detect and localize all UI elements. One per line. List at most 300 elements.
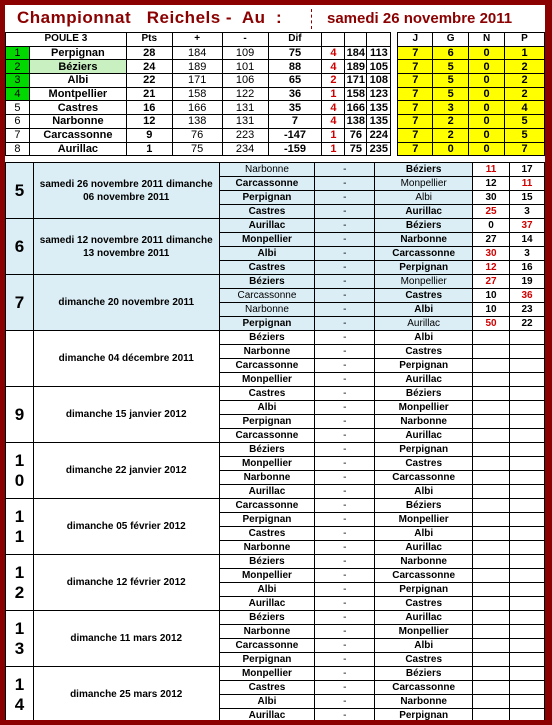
won-cell: 2: [433, 128, 469, 142]
home-team[interactable]: Albi: [219, 583, 315, 597]
lost-cell: 2: [505, 60, 545, 74]
home-team[interactable]: Narbonne: [219, 303, 315, 317]
away-team[interactable]: Monpellier: [375, 275, 473, 289]
difference-cell: -159: [268, 142, 322, 156]
home-team[interactable]: Narbonne: [219, 541, 315, 555]
home-score[interactable]: [473, 513, 510, 527]
home-score[interactable]: [473, 583, 510, 597]
home-team[interactable]: Monpellier: [219, 569, 315, 583]
away-team[interactable]: Monpellier: [375, 177, 473, 191]
home-score[interactable]: [473, 653, 510, 667]
away-team[interactable]: Carcassonne: [375, 569, 473, 583]
vs-dash: -: [315, 177, 375, 191]
home-team[interactable]: Béziers: [219, 555, 315, 569]
team-name[interactable]: Aurillac: [29, 142, 126, 156]
drawn-cell: 0: [469, 101, 505, 115]
round-number-label: 1 0: [14, 450, 25, 490]
away-team[interactable]: Narbonne: [375, 555, 473, 569]
vs-dash: -: [315, 513, 375, 527]
points-cell: 9: [126, 128, 172, 142]
away-score[interactable]: [510, 681, 545, 695]
away-score[interactable]: 14: [510, 233, 545, 247]
away-score[interactable]: [510, 429, 545, 443]
header-j: J: [398, 33, 433, 47]
home-team[interactable]: Perpignan: [219, 513, 315, 527]
standings-row: [6, 128, 545, 142]
away-team[interactable]: Béziers: [375, 499, 473, 513]
home-team[interactable]: Castres: [219, 205, 315, 219]
vs-dash: -: [315, 247, 375, 261]
away-score[interactable]: [510, 457, 545, 471]
home-score[interactable]: [473, 541, 510, 555]
points-for-total-cell: 189: [346, 60, 366, 73]
home-score[interactable]: [473, 527, 510, 541]
away-score[interactable]: [510, 331, 545, 345]
away-score[interactable]: [510, 625, 545, 639]
points-against-cell: 223: [222, 128, 268, 142]
home-score[interactable]: [473, 373, 510, 387]
drawn-cell: 0: [469, 128, 505, 142]
home-team[interactable]: Perpignan: [219, 191, 315, 205]
home-team[interactable]: Monpellier: [219, 233, 315, 247]
home-team[interactable]: Perpignan: [219, 317, 315, 331]
home-team[interactable]: Perpignan: [219, 653, 315, 667]
vs-dash: -: [315, 681, 375, 695]
home-team[interactable]: Béziers: [219, 611, 315, 625]
away-team[interactable]: Béziers: [375, 163, 473, 177]
fixtures-table: [5, 162, 545, 720]
round-number-label: 1 4: [14, 674, 25, 714]
home-team[interactable]: Monpellier: [219, 667, 315, 681]
away-score[interactable]: 3: [510, 247, 545, 261]
points-against-cell: 106: [222, 74, 268, 88]
vs-dash: -: [315, 709, 375, 721]
home-score[interactable]: 10: [473, 289, 510, 303]
away-team[interactable]: Castres: [375, 653, 473, 667]
away-score[interactable]: [510, 583, 545, 597]
fixture-row: [6, 443, 545, 457]
home-score[interactable]: [473, 345, 510, 359]
drawn-cell: 0: [469, 142, 505, 156]
away-score[interactable]: 15: [510, 191, 545, 205]
difference-cell: 7: [268, 115, 322, 129]
away-team[interactable]: Monpellier: [375, 513, 473, 527]
away-score[interactable]: [510, 541, 545, 555]
vs-dash: -: [315, 443, 375, 457]
home-team[interactable]: Monpellier: [219, 373, 315, 387]
home-score[interactable]: 30: [473, 247, 510, 261]
away-team[interactable]: Albi: [375, 303, 473, 317]
away-score[interactable]: [510, 667, 545, 681]
away-team[interactable]: Albi: [375, 527, 473, 541]
vs-dash: -: [315, 555, 375, 569]
round-number: [6, 555, 34, 611]
home-team[interactable]: Castres: [219, 261, 315, 275]
vs-dash: -: [315, 191, 375, 205]
points-against-cell: 101: [222, 60, 268, 74]
home-team[interactable]: Albi: [219, 401, 315, 415]
points-for-cell: 158: [172, 87, 222, 101]
away-team[interactable]: Carcassonne: [375, 681, 473, 695]
home-team[interactable]: Aurillac: [219, 597, 315, 611]
away-team[interactable]: Carcassonne: [375, 247, 473, 261]
home-team[interactable]: Narbonne: [219, 471, 315, 485]
points-against-cell: 234: [222, 142, 268, 156]
home-score[interactable]: [473, 681, 510, 695]
difference-cell: 65: [268, 74, 322, 88]
home-score[interactable]: [473, 667, 510, 681]
away-score[interactable]: [510, 373, 545, 387]
lost-cell: 2: [505, 74, 545, 88]
away-score[interactable]: [510, 387, 545, 401]
rank-cell: 1: [6, 46, 30, 60]
home-score[interactable]: [473, 569, 510, 583]
away-score[interactable]: [510, 611, 545, 625]
away-score[interactable]: 16: [510, 261, 545, 275]
home-score[interactable]: 10: [473, 303, 510, 317]
away-team[interactable]: Aurillac: [375, 205, 473, 219]
away-score[interactable]: 19: [510, 275, 545, 289]
home-team[interactable]: Albi: [219, 247, 315, 261]
home-score[interactable]: [473, 709, 510, 721]
fixture-row: [6, 219, 545, 233]
points-for-cell: 171: [172, 74, 222, 88]
header-dif: Dif: [268, 33, 322, 47]
home-team[interactable]: Narbonne: [219, 625, 315, 639]
vs-dash: -: [315, 289, 375, 303]
home-team[interactable]: Castres: [219, 681, 315, 695]
vs-dash: -: [315, 401, 375, 415]
team-name[interactable]: Narbonne: [29, 115, 126, 129]
home-score[interactable]: 50: [473, 317, 510, 331]
gap-cell: [391, 46, 398, 60]
bonus-cell: 1: [322, 128, 345, 142]
vs-dash: -: [315, 345, 375, 359]
away-score[interactable]: [510, 471, 545, 485]
home-score[interactable]: 12: [473, 177, 510, 191]
points-against-cell: 131: [222, 115, 268, 129]
vs-dash: -: [315, 471, 375, 485]
home-team[interactable]: Béziers: [219, 331, 315, 345]
team-name[interactable]: Perpignan: [29, 46, 126, 60]
away-score[interactable]: 22: [510, 317, 545, 331]
away-team[interactable]: Perpignan: [375, 261, 473, 275]
home-score[interactable]: 0: [473, 219, 510, 233]
played-cell: 7: [398, 87, 433, 101]
home-team[interactable]: Carcassonne: [219, 177, 315, 191]
round-number: [6, 611, 34, 667]
points-for-cell: 189: [172, 60, 222, 74]
won-cell: 2: [433, 115, 469, 129]
home-team[interactable]: Castres: [219, 527, 315, 541]
round-dates: dimanche 22 janvier 2012: [33, 443, 219, 499]
played-cell: 7: [398, 142, 433, 156]
lost-cell: 4: [505, 101, 545, 115]
home-team[interactable]: Carcassonne: [219, 429, 315, 443]
vs-dash: -: [315, 695, 375, 709]
home-score[interactable]: [473, 695, 510, 709]
vs-dash: -: [315, 359, 375, 373]
away-team[interactable]: Castres: [375, 345, 473, 359]
team-name[interactable]: Béziers: [29, 60, 126, 74]
round-dates: samedi 12 novembre 2011 dimanche 13 novembre 2011: [33, 219, 219, 275]
home-score[interactable]: [473, 597, 510, 611]
lost-cell: 1: [505, 46, 545, 60]
standings-row: [6, 87, 545, 101]
home-team[interactable]: Carcassonne: [219, 289, 315, 303]
fixture-row: [6, 499, 545, 513]
away-team[interactable]: Perpignan: [375, 709, 473, 721]
team-name[interactable]: Albi: [29, 74, 126, 88]
round-dates: dimanche 11 mars 2012: [33, 611, 219, 667]
home-score[interactable]: 27: [473, 233, 510, 247]
drawn-cell: 0: [469, 87, 505, 101]
home-score[interactable]: [473, 429, 510, 443]
home-team[interactable]: Albi: [219, 695, 315, 709]
header-pts: Pts: [126, 33, 172, 47]
away-team[interactable]: Aurillac: [375, 373, 473, 387]
header-g: G: [433, 33, 469, 47]
home-score[interactable]: [473, 359, 510, 373]
sheet-frame: [5, 5, 545, 720]
away-team[interactable]: Aurillac: [375, 317, 473, 331]
home-score[interactable]: 27: [473, 275, 510, 289]
home-score[interactable]: [473, 387, 510, 401]
round-number-label: 1 2: [14, 562, 25, 602]
away-score[interactable]: [510, 443, 545, 457]
championship-title: Championnat Reichels - Au :: [17, 8, 283, 27]
away-score[interactable]: [510, 639, 545, 653]
points-for-total-cell: 138: [346, 115, 366, 128]
difference-cell: 88: [268, 60, 322, 74]
away-team[interactable]: Albi: [375, 191, 473, 205]
team-name[interactable]: Castres: [29, 101, 126, 115]
vs-dash: -: [315, 219, 375, 233]
home-score[interactable]: [473, 401, 510, 415]
round-number-label: 6: [14, 236, 25, 256]
points-for-total-cell: 75: [345, 142, 367, 156]
away-score[interactable]: 3: [510, 205, 545, 219]
away-score[interactable]: [510, 415, 545, 429]
title-divider: [311, 9, 312, 29]
points-against-total-cell: 135: [367, 115, 391, 129]
away-score[interactable]: [510, 555, 545, 569]
played-cell: 7: [398, 46, 433, 60]
away-score[interactable]: [510, 499, 545, 513]
points-against-cell: 131: [222, 101, 268, 115]
home-team[interactable]: Carcassonne: [219, 639, 315, 653]
away-team[interactable]: Béziers: [375, 667, 473, 681]
round-number: [6, 499, 34, 555]
vs-dash: -: [315, 303, 375, 317]
gap-cell: [391, 101, 398, 115]
home-score[interactable]: [473, 499, 510, 513]
away-score[interactable]: [510, 695, 545, 709]
away-score[interactable]: 23: [510, 303, 545, 317]
won-cell: 0: [433, 142, 469, 156]
away-team[interactable]: Monpellier: [375, 625, 473, 639]
home-team[interactable]: Narbonne: [219, 163, 315, 177]
bonus-cell: 4: [322, 115, 345, 129]
away-team[interactable]: Narbonne: [375, 233, 473, 247]
round-number-label: 9: [14, 404, 25, 424]
bonus-cell: 2: [322, 74, 345, 88]
away-team[interactable]: Perpignan: [375, 359, 473, 373]
home-score[interactable]: [473, 485, 510, 499]
points-cell: 12: [126, 115, 172, 129]
away-score[interactable]: [510, 709, 545, 721]
home-team[interactable]: Aurillac: [219, 485, 315, 499]
home-team[interactable]: Béziers: [219, 275, 315, 289]
away-score[interactable]: 17: [510, 163, 545, 177]
rank-cell: 8: [6, 142, 30, 156]
home-score[interactable]: 25: [473, 205, 510, 219]
points-cell: 21: [126, 87, 172, 101]
home-team[interactable]: Monpellier: [219, 457, 315, 471]
home-team[interactable]: Béziers: [219, 443, 315, 457]
won-cell: 5: [433, 87, 469, 101]
vs-dash: -: [315, 163, 375, 177]
away-team[interactable]: Aurillac: [375, 611, 473, 625]
away-team[interactable]: Carcassonne: [375, 471, 473, 485]
away-score[interactable]: 37: [510, 219, 545, 233]
points-for-cell: 75: [172, 142, 222, 156]
difference-cell: 75: [268, 46, 322, 60]
away-score[interactable]: [510, 485, 545, 499]
home-team[interactable]: Aurillac: [219, 219, 315, 233]
home-team[interactable]: Aurillac: [219, 709, 315, 721]
round-dates: samedi 26 novembre 2011 dimanche 06 novembre 2011: [33, 163, 219, 219]
home-score[interactable]: 30: [473, 191, 510, 205]
home-score[interactable]: [473, 457, 510, 471]
points-for-total-cell: 171: [346, 74, 366, 87]
points-against-total-cell: 135: [367, 101, 391, 115]
home-score[interactable]: [473, 331, 510, 345]
home-score[interactable]: [473, 415, 510, 429]
gap-cell: [391, 87, 398, 101]
vs-dash: -: [315, 485, 375, 499]
away-team[interactable]: Perpignan: [375, 443, 473, 457]
home-team[interactable]: Carcassonne: [219, 359, 315, 373]
round-number: [6, 387, 34, 443]
home-score[interactable]: [473, 639, 510, 653]
current-date: samedi 26 novembre 2011: [327, 10, 513, 27]
lost-cell: 7: [505, 142, 545, 156]
points-cell: 24: [126, 60, 172, 74]
away-team[interactable]: Albi: [375, 485, 473, 499]
fixture-row: [6, 275, 545, 289]
difference-cell: 36: [268, 87, 322, 101]
away-team[interactable]: Perpignan: [375, 583, 473, 597]
home-score[interactable]: [473, 625, 510, 639]
won-cell: 5: [433, 74, 469, 88]
team-name[interactable]: Carcassonne: [29, 128, 126, 142]
away-score[interactable]: [510, 653, 545, 667]
fixture-row: [6, 163, 545, 177]
away-team[interactable]: Albi: [375, 331, 473, 345]
away-score[interactable]: [510, 513, 545, 527]
bonus-cell: 1: [322, 87, 345, 101]
away-team[interactable]: Béziers: [375, 219, 473, 233]
drawn-cell: 0: [469, 60, 505, 74]
rank-cell: 5: [6, 101, 30, 115]
away-team[interactable]: Narbonne: [375, 415, 473, 429]
points-against-total-cell: 108: [367, 74, 391, 88]
home-score[interactable]: [473, 443, 510, 457]
home-team[interactable]: Narbonne: [219, 345, 315, 359]
standings-row: [6, 60, 545, 74]
away-team[interactable]: Monpellier: [375, 401, 473, 415]
away-team[interactable]: Béziers: [375, 387, 473, 401]
away-team[interactable]: Aurillac: [375, 541, 473, 555]
home-score[interactable]: 12: [473, 261, 510, 275]
round-dates: dimanche 20 novembre 2011: [33, 275, 219, 331]
difference-cell: 35: [268, 101, 322, 115]
round-dates: dimanche 04 décembre 2011: [33, 331, 219, 387]
away-score[interactable]: [510, 527, 545, 541]
away-score[interactable]: [510, 597, 545, 611]
round-number-label: 1 1: [14, 506, 25, 546]
away-team[interactable]: Castres: [375, 457, 473, 471]
home-score[interactable]: [473, 555, 510, 569]
standings-row: [6, 142, 545, 156]
away-team[interactable]: Aurillac: [375, 429, 473, 443]
home-team[interactable]: Carcassonne: [219, 499, 315, 513]
home-score[interactable]: [473, 611, 510, 625]
away-score[interactable]: 11: [510, 177, 545, 191]
points-against-total-cell: 123: [367, 87, 391, 101]
header-p: P: [505, 33, 545, 47]
round-dates: dimanche 15 janvier 2012: [33, 387, 219, 443]
home-score[interactable]: [473, 471, 510, 485]
drawn-cell: 0: [469, 115, 505, 129]
round-number-label: 7: [14, 292, 25, 312]
vs-dash: -: [315, 415, 375, 429]
standings-row: [6, 74, 545, 88]
lost-cell: 5: [505, 115, 545, 129]
team-name[interactable]: Montpellier: [29, 87, 126, 101]
away-score[interactable]: 36: [510, 289, 545, 303]
home-team[interactable]: Castres: [219, 387, 315, 401]
away-team[interactable]: Narbonne: [375, 695, 473, 709]
played-cell: 7: [398, 115, 433, 129]
gap-cell: [391, 60, 398, 74]
title-bar: [5, 5, 545, 32]
points-against-total-cell: 113: [367, 46, 391, 60]
away-score[interactable]: [510, 359, 545, 373]
header-minus: -: [222, 33, 268, 47]
points-cell: 28: [126, 46, 172, 60]
round-dates: dimanche 05 février 2012: [33, 499, 219, 555]
vs-dash: -: [315, 205, 375, 219]
fixture-row: [6, 387, 545, 401]
rank-cell: 6: [6, 115, 30, 129]
away-score[interactable]: [510, 345, 545, 359]
home-score[interactable]: 11: [473, 163, 510, 177]
standings-table: [5, 32, 545, 156]
vs-dash: -: [315, 233, 375, 247]
away-team[interactable]: Albi: [375, 639, 473, 653]
gap-cell: [391, 128, 398, 142]
vs-dash: -: [315, 275, 375, 289]
away-score[interactable]: [510, 569, 545, 583]
away-team[interactable]: Castres: [375, 597, 473, 611]
bonus-cell: 1: [322, 142, 345, 156]
home-team[interactable]: Perpignan: [219, 415, 315, 429]
won-cell: 6: [433, 46, 469, 60]
away-team[interactable]: Castres: [375, 289, 473, 303]
away-score[interactable]: [510, 401, 545, 415]
